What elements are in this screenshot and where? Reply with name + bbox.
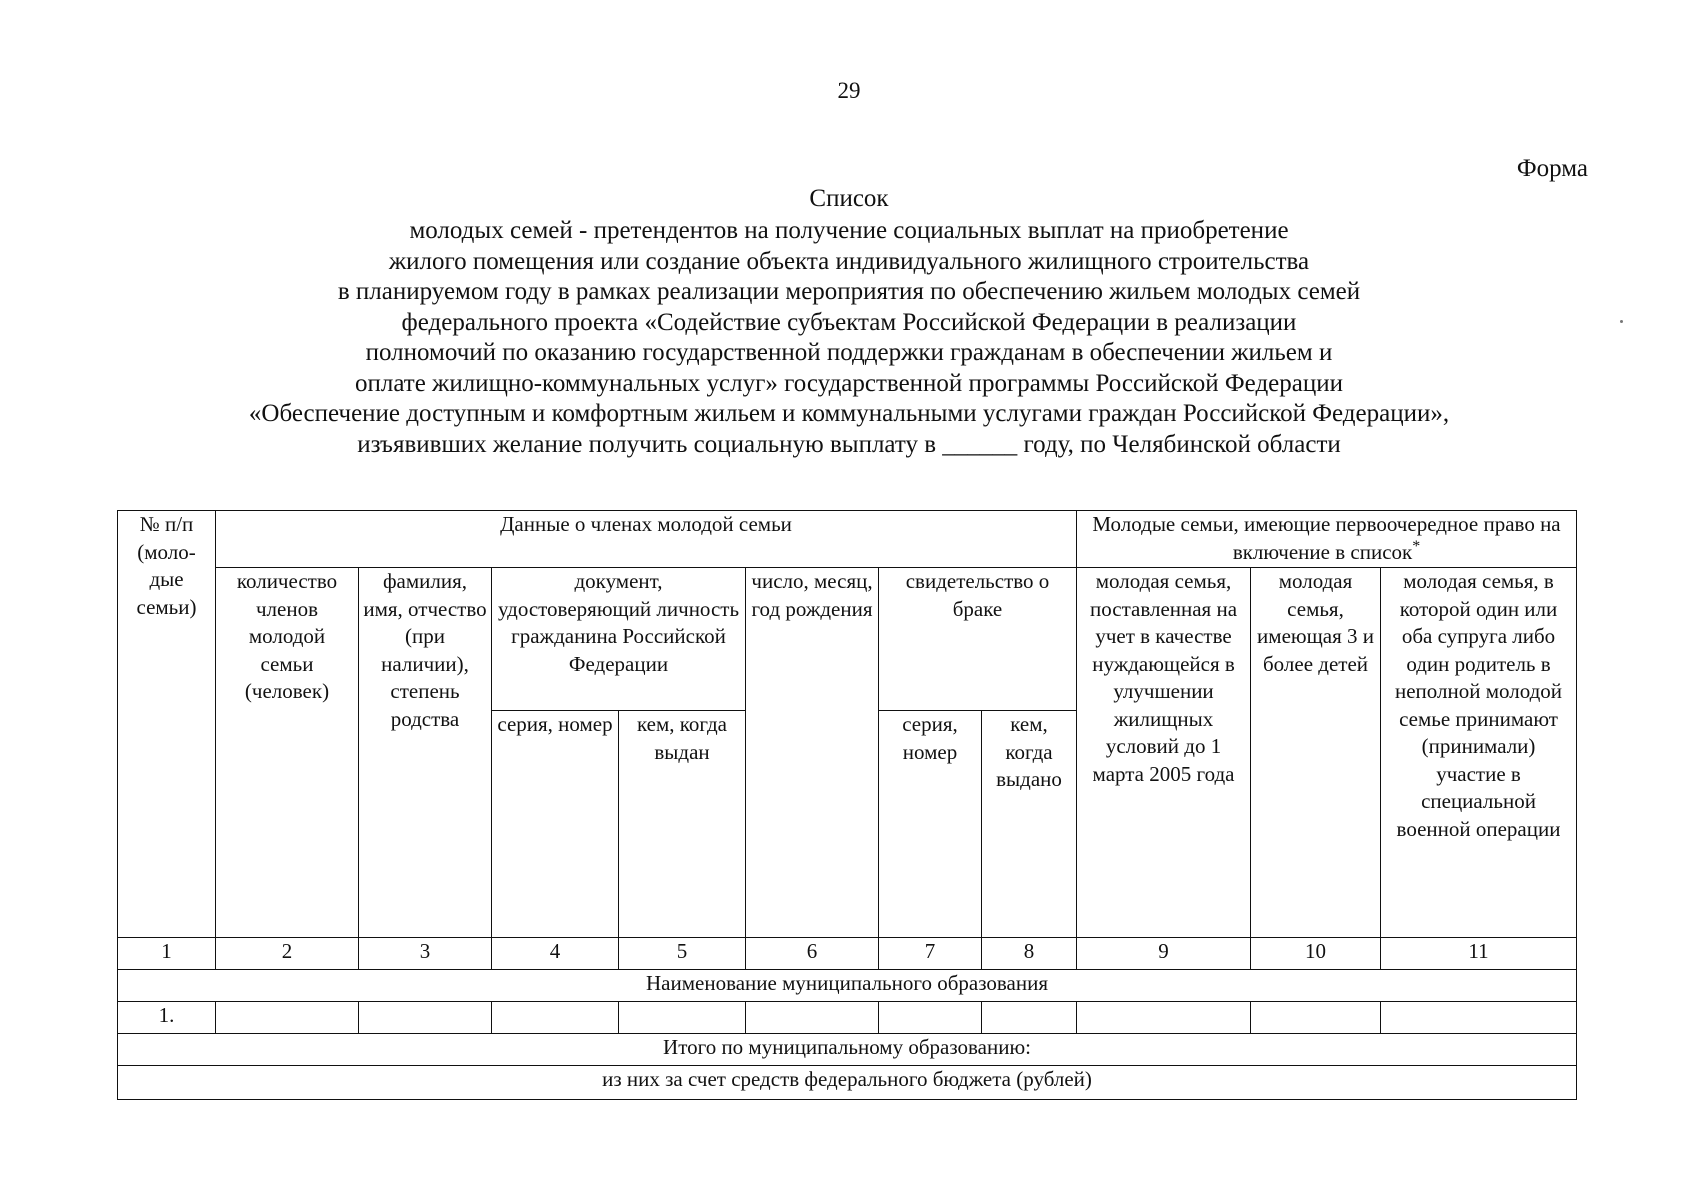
column-number: 7 xyxy=(879,938,982,970)
subtitle-line: полномочий по оказанию государственной поддержки гражданам в обеспечении жильем и xyxy=(365,339,1333,366)
header-doc-series: серия, номер xyxy=(492,711,619,938)
empty-cell xyxy=(879,1002,982,1034)
column-number: 8 xyxy=(982,938,1077,970)
form-label: Форма xyxy=(1516,155,1588,182)
header-document: документ, удостоверяющий личность гражданина Российской Федерации xyxy=(492,568,746,711)
header-priority-text: Молодые семьи, имеющие первоочередное право на включение в список xyxy=(1092,512,1561,564)
first-row-number: 1. xyxy=(118,1002,216,1034)
empty-cell xyxy=(492,1002,619,1034)
header-members-count: количество членов молодой семьи (человек) xyxy=(216,568,359,938)
empty-cell xyxy=(359,1002,492,1034)
footnote-mark: * xyxy=(1412,537,1421,555)
empty-cell xyxy=(982,1002,1077,1034)
total-row: Итого по муниципальному образованию: xyxy=(118,1034,1577,1066)
header-birth: число, месяц, год рождения xyxy=(746,568,879,938)
column-number: 5 xyxy=(619,938,746,970)
column-number: 9 xyxy=(1077,938,1251,970)
empty-cell xyxy=(216,1002,359,1034)
empty-cell xyxy=(746,1002,879,1034)
subtitle-line: оплате жилищно-коммунальных услуг» государственной программы Российской Федерации xyxy=(354,369,1343,397)
column-number: 4 xyxy=(492,938,619,970)
federal-budget-row: из них за счет средств федерального бюджета (рублей) xyxy=(118,1066,1577,1100)
subtitle-line: федерального проекта «Содействие субъектам Российской Федерации в реализации xyxy=(401,308,1297,336)
header-registered: молодая семья, поставленная на учет в качестве нуждающейся в улучшении жилищных условий до 1 марта 2005 года xyxy=(1077,568,1251,938)
municipality-row: Наименование муниципального образования xyxy=(118,970,1577,1002)
subtitle-line: изъявивших желание получить социальную выплату в ______ году, по Челябинской области xyxy=(357,430,1341,458)
column-number: 10 xyxy=(1251,938,1381,970)
scan-dot xyxy=(1620,320,1623,323)
subtitle-line: молодых семей - претендентов на получение социальных выплат на приобретение xyxy=(409,217,1289,244)
empty-cell xyxy=(1077,1002,1251,1034)
header-family-data: Данные о членах молодой семьи xyxy=(216,511,1077,568)
column-number: 1 xyxy=(118,938,216,970)
subtitle-line: жилого помещения или создание объекта индивидуального жилищного строительства xyxy=(388,247,1310,275)
empty-cell xyxy=(619,1002,746,1034)
header-priority xyxy=(1077,511,1577,568)
column-number: 11 xyxy=(1381,938,1577,970)
families-table xyxy=(117,510,1577,1100)
page-number: 29 xyxy=(837,78,861,103)
column-number: 2 xyxy=(216,938,359,970)
subtitle-line: в планируемом году в рамках реализации мероприятия по обеспечению жильем молодых семей xyxy=(337,278,1361,305)
empty-cell xyxy=(1381,1002,1577,1034)
header-fio: фамилия, имя, отчество (при наличии), степень родства xyxy=(359,568,492,938)
header-three-children: молодая семья, имеющая 3 и более детей xyxy=(1251,568,1381,938)
header-row-number: № п/п (моло-дые семьи) xyxy=(118,511,216,938)
empty-cell xyxy=(1251,1002,1381,1034)
header-marriage: свидетельство о браке xyxy=(879,568,1077,711)
document-subtitle xyxy=(100,216,1598,460)
header-marriage-series: серия, номер xyxy=(879,711,982,938)
subtitle-line: «Обеспечение доступным и комфортным жильем и коммунальными услугами граждан Российской Федерации», xyxy=(248,400,1450,427)
header-doc-issued: кем, когда выдан xyxy=(619,711,746,938)
column-number: 6 xyxy=(746,938,879,970)
header-svo: молодая семья, в которой один или оба супруга либо один родитель в неполной молодой семье принимают (принимали) участие в специальной военной операции xyxy=(1381,568,1577,938)
column-number: 3 xyxy=(359,938,492,970)
header-marriage-issued: кем, когда выдано xyxy=(982,711,1077,938)
document-title: Список xyxy=(809,185,889,212)
